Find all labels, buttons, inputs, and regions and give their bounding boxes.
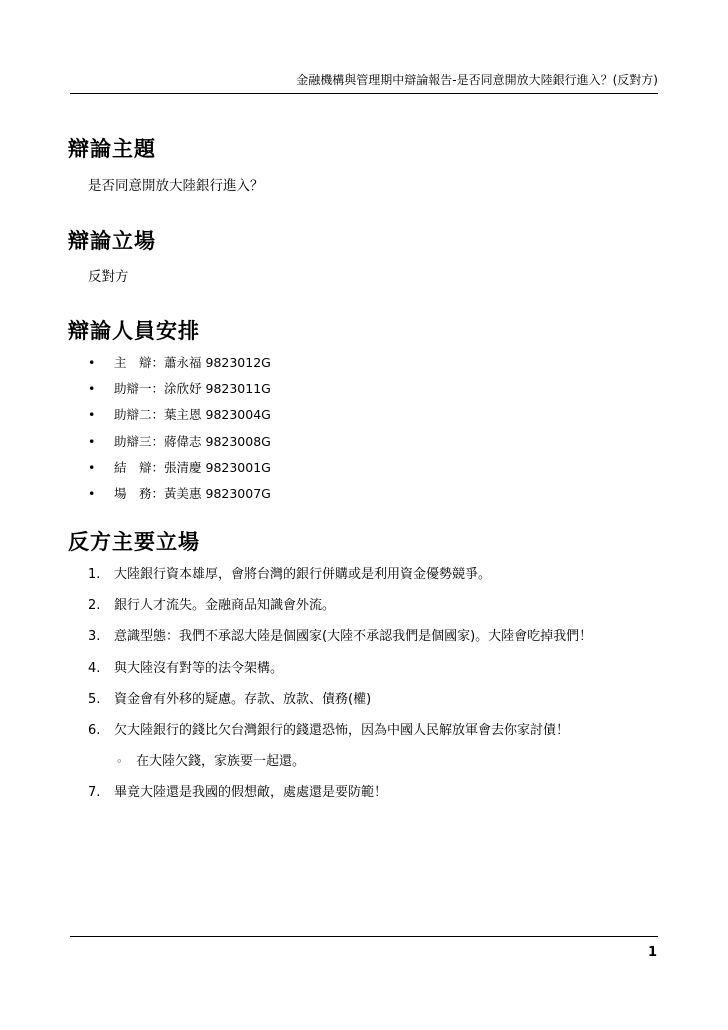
point-number: 1. bbox=[88, 567, 101, 582]
member-item bbox=[88, 380, 271, 406]
point-number: 3. bbox=[88, 629, 101, 645]
point-text: 意識型態：我們不承認大陸是個國家(大陸不承認我們是個國家)。大陸會吃掉我們！ bbox=[114, 629, 593, 645]
members-heading: 辯論人員安排 bbox=[68, 319, 200, 343]
footer-rule bbox=[70, 936, 658, 937]
member-role: 助辯三 bbox=[114, 433, 152, 449]
point-item bbox=[88, 597, 668, 628]
point-text: 畢竟大陸還是我國的假想敵，處處還是要防範！ bbox=[114, 785, 388, 801]
bullet-icon: • bbox=[88, 381, 96, 397]
member-role: 結 辯 bbox=[114, 459, 152, 475]
member-role: 助辯二 bbox=[114, 407, 152, 423]
page-number: 1 bbox=[647, 945, 657, 960]
points-heading: 反方主要立場 bbox=[68, 530, 200, 554]
sub-point-item bbox=[88, 753, 668, 784]
point-number: 7. bbox=[88, 785, 101, 801]
member-role: 場 務 bbox=[114, 485, 152, 501]
points-list bbox=[88, 566, 668, 816]
topic-text: 是否同意開放大陸銀行進入？ bbox=[88, 178, 264, 194]
point-item bbox=[88, 722, 668, 753]
member-role: 主 辯 bbox=[114, 355, 152, 370]
point-item bbox=[88, 660, 668, 691]
member-role: 助辯一 bbox=[114, 381, 152, 397]
member-item bbox=[88, 354, 271, 380]
circle-bullet-icon: ◦ bbox=[116, 755, 123, 769]
bullet-icon: • bbox=[88, 485, 96, 501]
member-item bbox=[88, 433, 271, 459]
header-rule bbox=[70, 93, 658, 94]
stance-text: 反對方 bbox=[88, 269, 129, 285]
point-text: 在大陸欠錢，家族要一起還。 bbox=[136, 754, 306, 770]
member-item bbox=[88, 485, 271, 511]
point-number: 4. bbox=[88, 660, 101, 676]
point-item bbox=[88, 628, 668, 659]
member-name: ：張清慶 9823001G bbox=[151, 459, 271, 475]
topic-heading: 辯論主題 bbox=[68, 137, 156, 161]
bullet-icon: • bbox=[88, 433, 96, 449]
point-item bbox=[88, 566, 668, 597]
member-name: ：蔣偉志 9823008G bbox=[151, 433, 271, 449]
stance-heading: 辯論立場 bbox=[68, 229, 156, 253]
bullet-icon: • bbox=[88, 459, 96, 475]
bullet-icon: • bbox=[88, 355, 96, 370]
member-name: ：涂欣妤 9823011G bbox=[151, 381, 271, 397]
point-text: 與大陸沒有對等的法令架構。 bbox=[114, 660, 284, 676]
point-number: 2. bbox=[88, 598, 101, 614]
member-item bbox=[88, 406, 271, 432]
running-header: 金融機構與管理期中辯論報告-是否同意開放大陸銀行進入？(反對方) bbox=[296, 73, 658, 87]
point-item bbox=[88, 784, 668, 815]
point-number: 6. bbox=[88, 722, 101, 738]
point-item bbox=[88, 691, 668, 722]
member-name: ：黃美惠 9823007G bbox=[151, 485, 271, 501]
bullet-icon: • bbox=[88, 407, 96, 423]
point-text: 資金會有外移的疑慮。存款、放款、債務(權) bbox=[114, 691, 372, 707]
members-list bbox=[88, 354, 271, 511]
point-number: 5. bbox=[88, 691, 101, 707]
member-item bbox=[88, 459, 271, 485]
member-name: ：蕭永福 9823012G bbox=[151, 355, 271, 370]
point-text: 欠大陸銀行的錢比欠台灣銀行的錢還恐怖，因為中國人民解放軍會去你家討債！ bbox=[114, 722, 570, 738]
point-text: 銀行人才流失。金融商品知識會外流。 bbox=[114, 598, 336, 614]
member-name: ：葉主恩 9823004G bbox=[151, 407, 271, 423]
point-text: 大陸銀行資本雄厚，會將台灣的銀行併購或是利用資金優勢競爭。 bbox=[114, 567, 492, 582]
